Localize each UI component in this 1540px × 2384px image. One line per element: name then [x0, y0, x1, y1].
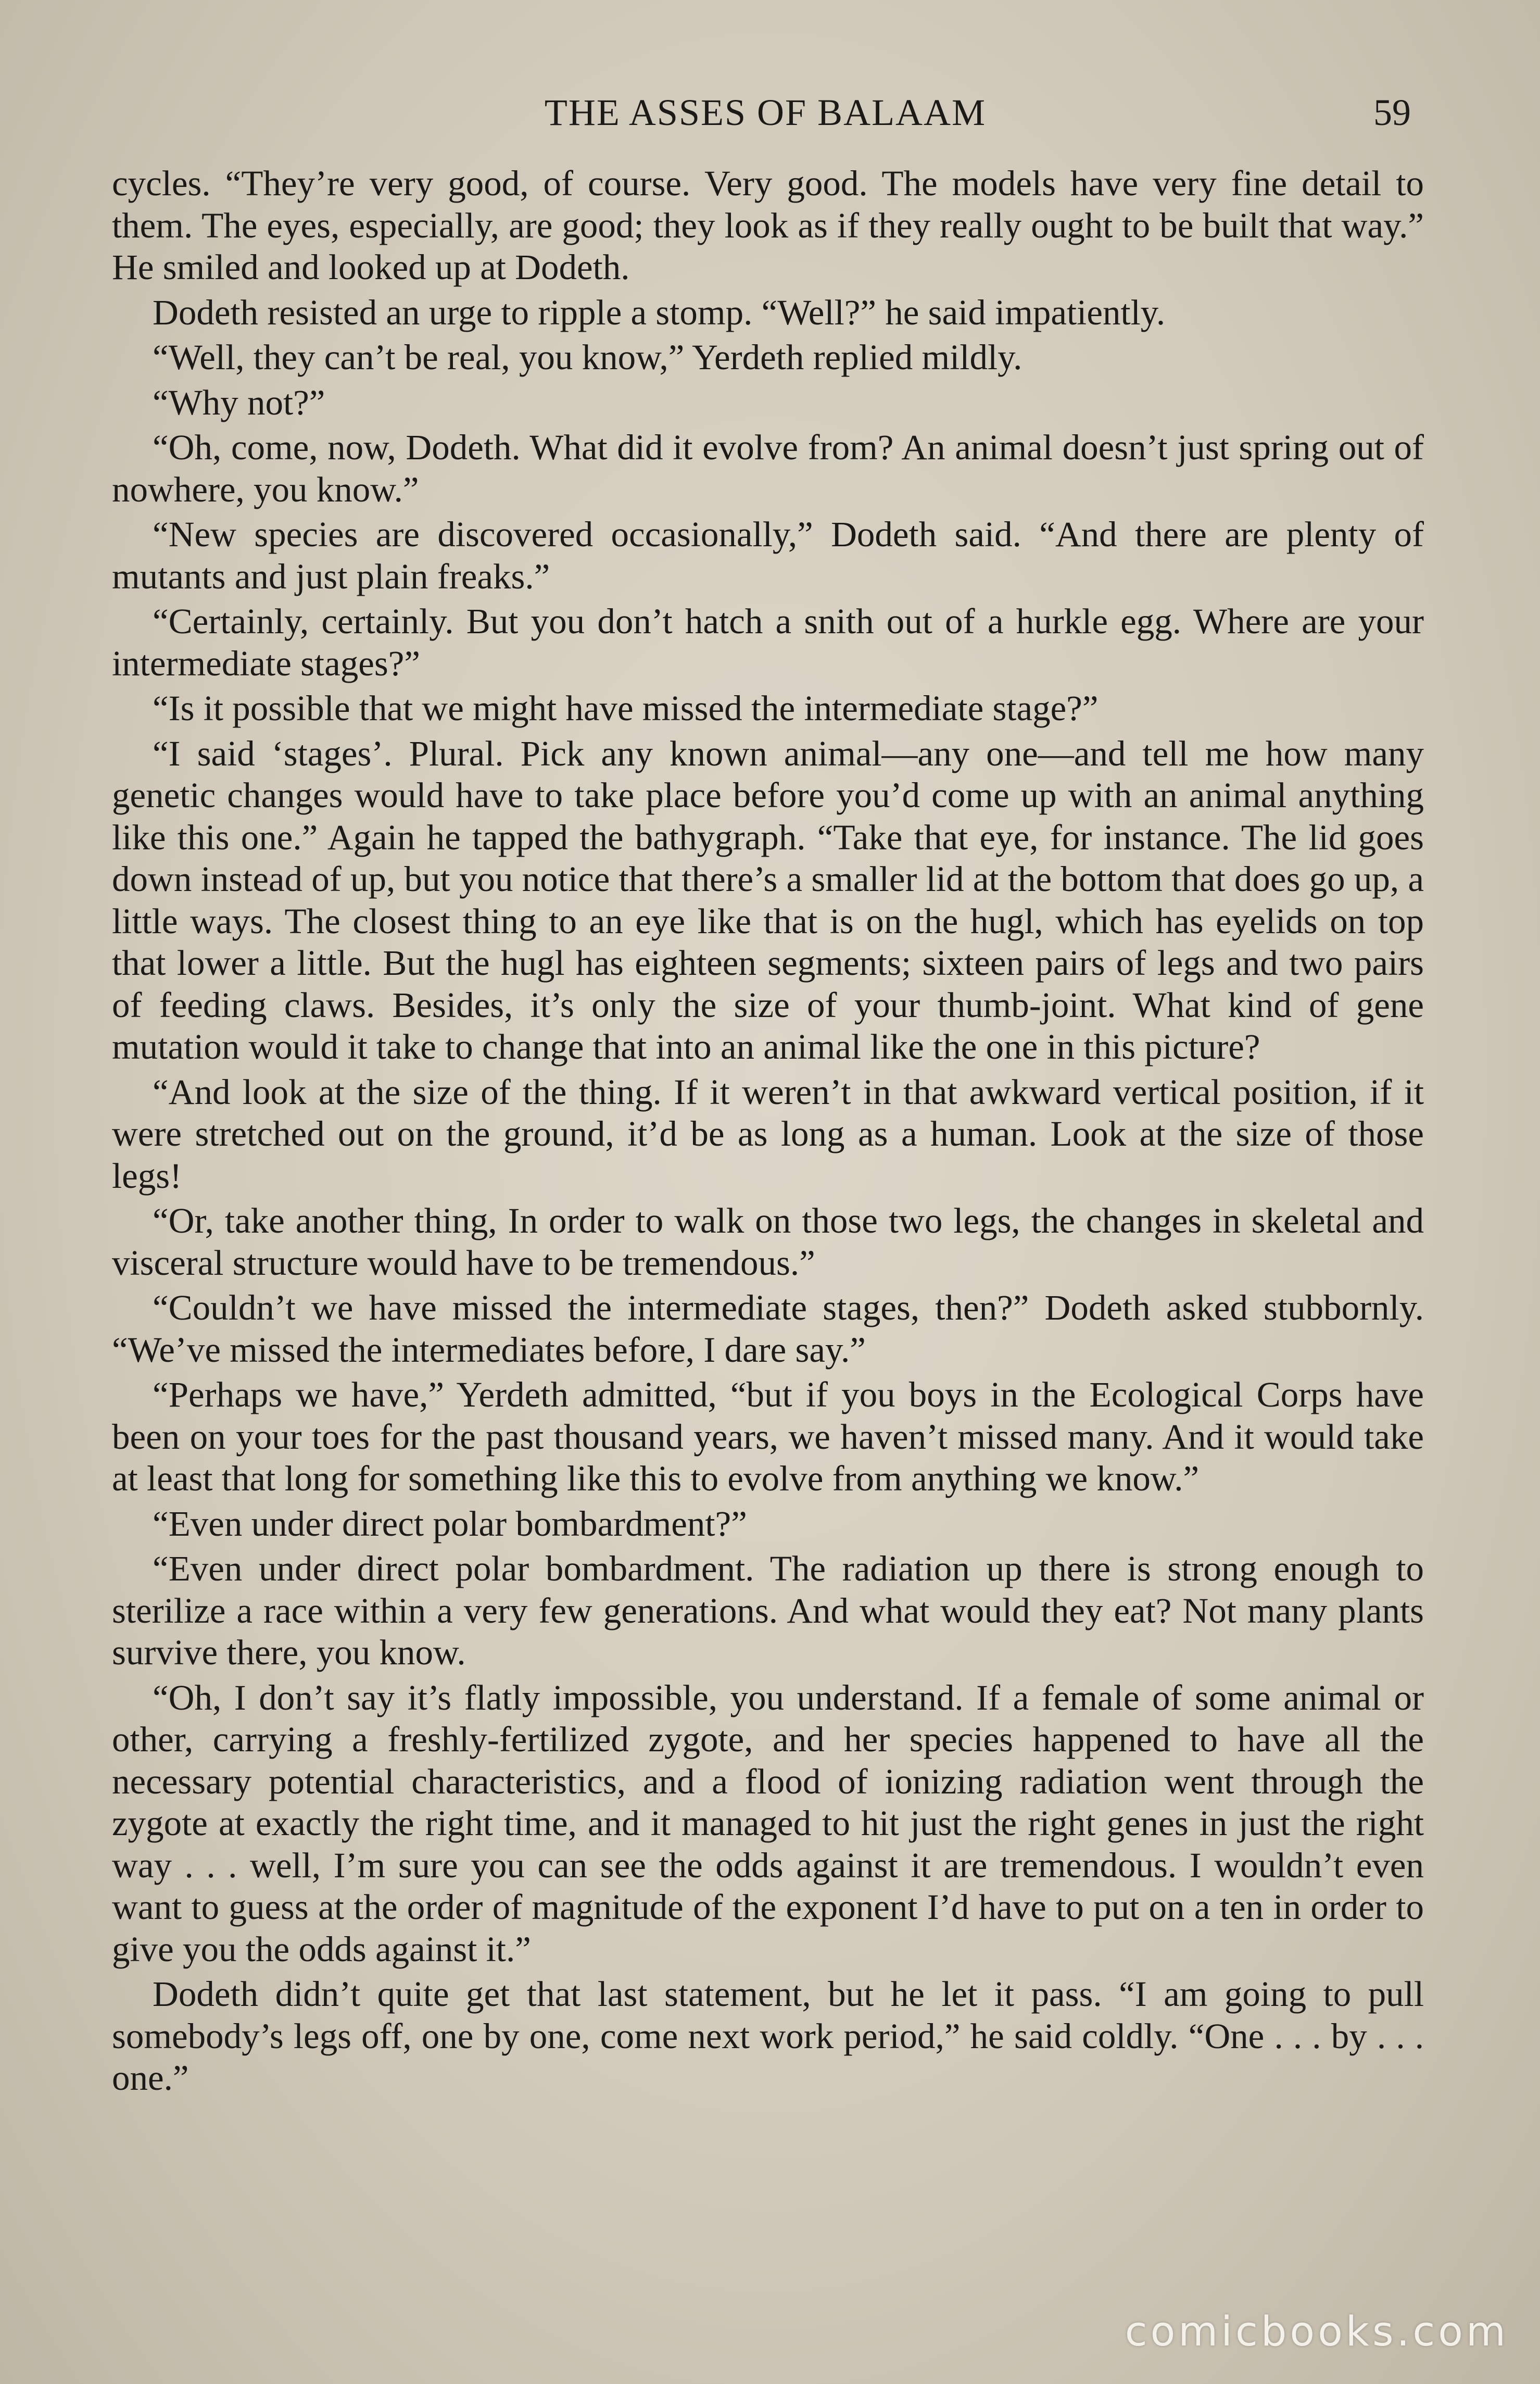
- paragraph: Dodeth resisted an urge to ripple a stomp. “Well?” he said impatiently.: [153, 292, 1166, 332]
- body-text: [112, 162, 1424, 2102]
- paragraph: “Why not?”: [153, 382, 325, 422]
- site-watermark: comicbooks.com: [1125, 2308, 1509, 2355]
- paragraph: “Oh, I don’t say it’s flatly impossible, you understand. If a female of some animal or other, carrying a freshly-fertilized zygote, and her species happened to have all the necessary potential characteristics, and a flood of ionizing radiation went through the zygote at exactly the right time, and it managed to hit just the right genes in just the right way . . . well, I’m sure you can see the odds against it are tremendous. I wouldn’t even want to guess at the order of magnitude of the exponent I’d have to put on a ten in order to give you the odds against it.”: [112, 1677, 1424, 1969]
- page-number: 59: [1373, 92, 1411, 133]
- paragraph: “Is it possible that we might have missed the intermediate stage?”: [153, 688, 1099, 728]
- paragraph: “Couldn’t we have missed the intermediate stages, then?” Dodeth asked stubbornly. “We’ve missed the intermediates before, I dare say.”: [112, 1288, 1424, 1370]
- paragraph: “New species are discovered occasionally,” Dodeth said. “And there are plenty of mutants and just plain freaks.”: [112, 515, 1424, 596]
- paragraph: “And look at the size of the thing. If it weren’t in that awkward vertical position, if it were stretched out on the ground, it’d be as long as a human. Look at the size of those legs!: [112, 1072, 1424, 1196]
- paragraph: “Even under direct polar bombardment. The radiation up there is strong enough to sterilize a race within a very few generations. And what would they eat? Not many plants survive there, you know.: [112, 1549, 1424, 1672]
- paragraph: “I said ‘stages’. Plural. Pick any known animal—any one—and tell me how many genetic changes would have to take place before you’d come up with an animal anything like this one.” Again he tapped the bathygraph. “Take that eye, for instance. The lid goes down instead of up, but you notice that there’s a smaller lid at the bottom that does go up, a little ways. The closest thing to an eye like that is on the hugl, which has eyelids on top that lower a little. But the hugl has eighteen segments; sixteen pairs of legs and two pairs of feeding claws. Besides, it’s only the size of your thumb-joint. What kind of gene mutation would it take to change that into an animal like the one in this picture?: [112, 733, 1424, 1066]
- running-title: THE ASSES OF BALAAM: [544, 92, 987, 133]
- page-header: [109, 91, 1421, 143]
- paragraph: “Well, they can’t be real, you know,” Yerdeth replied mildly.: [153, 337, 1023, 377]
- paragraph: “Perhaps we have,” Yerdeth admitted, “but if you boys in the Ecological Corps have been on your toes for the past thousand years, we haven’t missed many. And it would take at least that long for something like this to evolve from anything we know.”: [112, 1375, 1424, 1498]
- paragraph: “Even under direct polar bombardment?”: [153, 1503, 747, 1544]
- paragraph: “Oh, come, now, Dodeth. What did it evolve from? An animal doesn’t just spring out of nowhere, you know.”: [112, 428, 1424, 509]
- paragraph: “Certainly, certainly. But you don’t hatch a snith out of a hurkle egg. Where are your intermediate stages?”: [112, 601, 1424, 683]
- paragraph: cycles. “They’re very good, of course. Very good. The models have very fine detail to them. The eyes, especially, are good; they look as if they really ought to be built that way.” He smiled and looked up at Dodeth.: [112, 164, 1424, 287]
- paragraph: “Or, take another thing, In order to walk on those two legs, the changes in skeletal and visceral structure would have to be tremendous.”: [112, 1201, 1424, 1283]
- paragraph: Dodeth didn’t quite get that last statement, but he let it pass. “I am going to pull somebody’s legs off, one by one, come next work period,” he said coldly. “One . . . by . . . one.”: [112, 1974, 1424, 2098]
